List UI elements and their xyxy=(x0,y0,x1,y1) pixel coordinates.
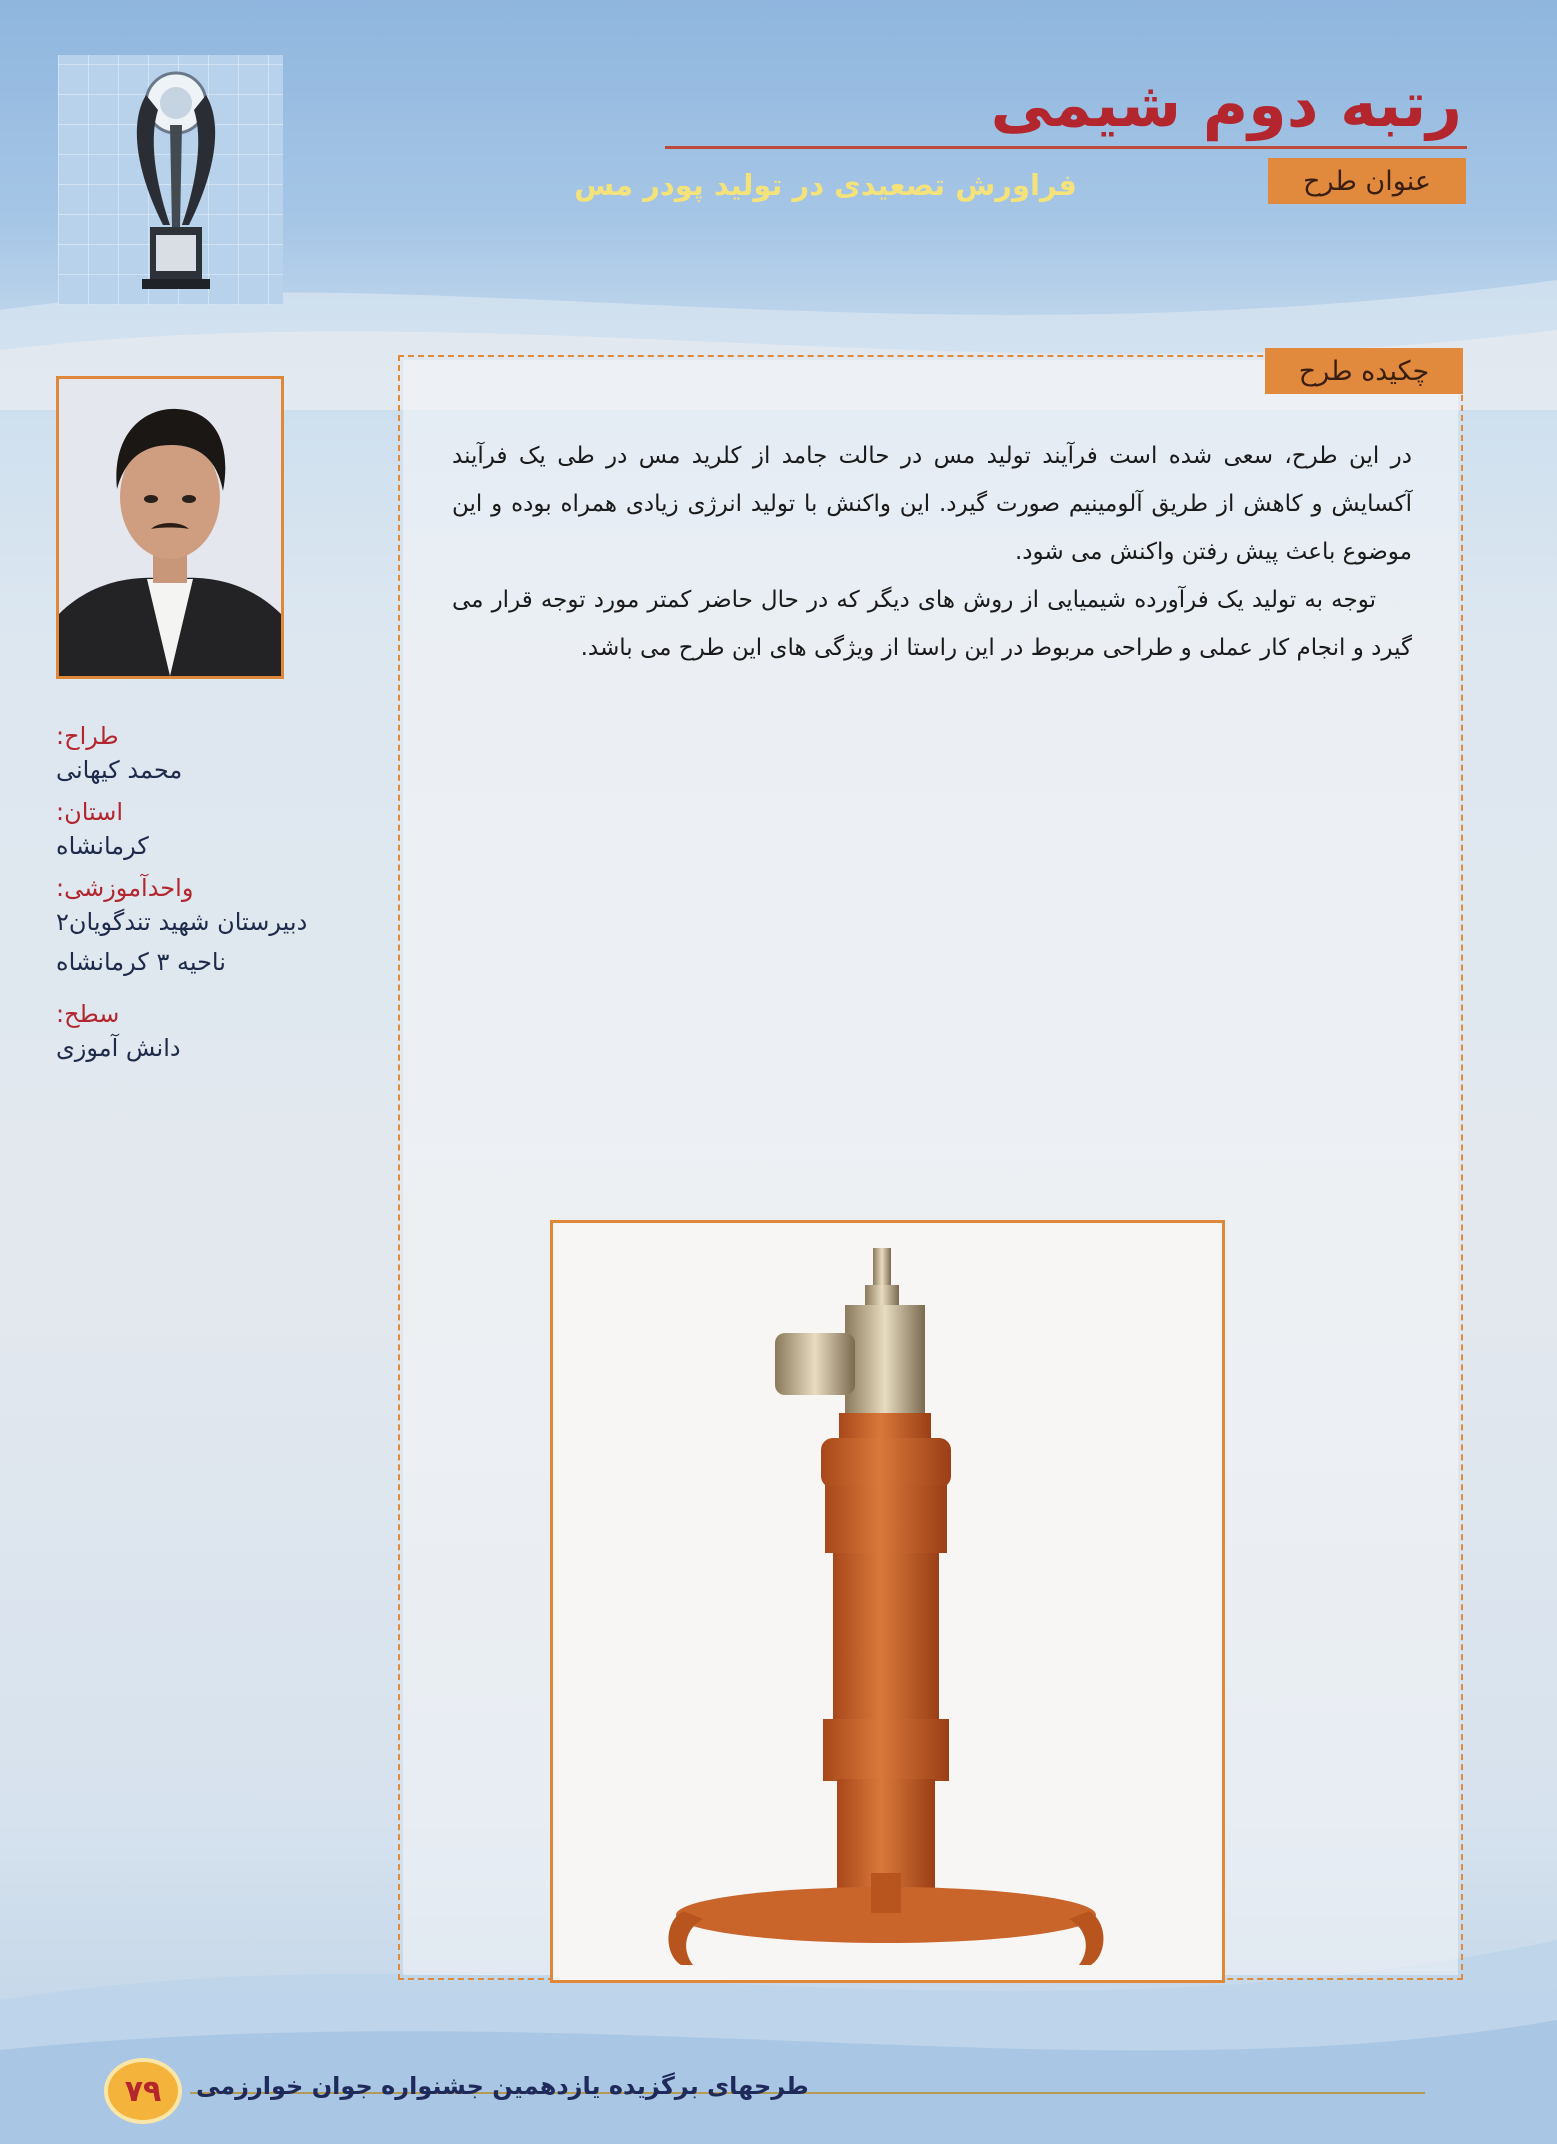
school-line-1: دبیرستان شهید تندگویان۲ xyxy=(56,908,308,936)
trophy-image xyxy=(58,55,283,305)
school-label: واحدآموزشی: xyxy=(56,874,194,902)
rank-title: رتبه دوم شیمی xyxy=(990,68,1462,141)
project-title-label: عنوان طرح xyxy=(1268,158,1466,204)
abstract-label: چکیده طرح xyxy=(1265,348,1463,394)
abstract-text xyxy=(452,432,1412,672)
device-photo xyxy=(550,1220,1225,1983)
abstract-paragraph-1: در این طرح، سعی شده است فرآیند تولید مس در حالت جامد از کلرید مس در طی یک فرآیند آکسایش و کاهش از طریق آلومینیم صورت گیرد. این واکنش با تولید انرژی زیادی همراه بوده و این موضوع باعث پیش رفتن واکنش می شود. xyxy=(452,443,1412,565)
trophy-icon xyxy=(58,55,283,305)
device-image xyxy=(553,1223,1222,1980)
designer-portrait xyxy=(56,376,284,679)
province-value: کرمانشاه xyxy=(56,832,149,860)
page-number: ۷۹ xyxy=(104,2058,182,2124)
portrait-photo xyxy=(59,379,281,676)
designer-name: محمد کیهانی xyxy=(56,756,183,784)
school-line-2: ناحیه ۳ کرمانشاه xyxy=(56,948,226,976)
footer-caption: طرحهای برگزیده یازدهمین جشنواره جوان خوارزمی xyxy=(196,2072,809,2100)
province-label: استان: xyxy=(56,798,124,826)
abstract-paragraph-2: توجه به تولید یک فرآورده شیمیایی از روش های دیگر که در حال حاضر کمتر مورد توجه قرار می گیرد و انجام کار عملی و طراحی مربوط در این راستا از ویژگی های این طرح می باشد. xyxy=(452,587,1412,661)
level-value: دانش آموزی xyxy=(56,1034,181,1062)
designer-label: طراح: xyxy=(56,722,119,750)
project-title: فراورش تصعیدی در تولید پودر مس xyxy=(574,168,1077,202)
title-divider xyxy=(665,146,1467,149)
level-label: سطح: xyxy=(56,1000,120,1028)
designer-info xyxy=(56,722,386,1068)
